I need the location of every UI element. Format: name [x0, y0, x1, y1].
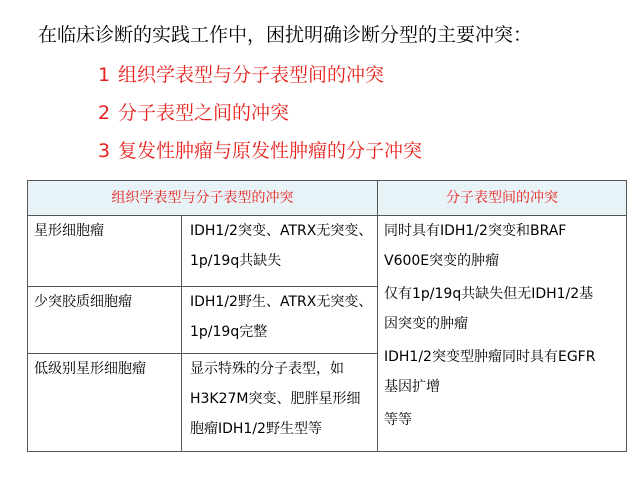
phenotype-line: 1p/19q共缺失 [190, 253, 282, 269]
phenotype-line: H3K27M突变、肥胖星形细 [190, 391, 361, 407]
tumor-type: 低级别星形细胞瘤 [34, 361, 146, 377]
table-row-1-type [28, 216, 182, 286]
molecular-conflict-line: 等等 [384, 412, 412, 428]
molecular-conflict-list [378, 216, 626, 451]
table-row-2-phenotype [182, 287, 378, 353]
molecular-conflict-line: 仅有1p/19q共缺失但无IDH1/2基 [384, 286, 594, 302]
conflict-list [98, 62, 422, 176]
molecular-conflict-line: V600E突变的肿瘤 [384, 253, 500, 269]
phenotype-line: 胞瘤IDH1/2野生型等 [190, 421, 322, 437]
header-histology-vs-molecular: 组织学表型与分子表型的冲突 [28, 181, 378, 215]
conflict-number: 2 [98, 102, 111, 124]
table-row-2-type [28, 287, 182, 353]
table-row-3-type [28, 354, 182, 451]
molecular-conflict-line: IDH1/2突变型肿瘤同时具有EGFR [384, 349, 596, 365]
phenotype-line: 显示特殊的分子表型，如 [190, 361, 344, 377]
table-row-1-phenotype [182, 216, 378, 286]
molecular-conflict-line: 同时具有IDH1/2突变和BRAF [384, 223, 567, 239]
tumor-type: 少突胶质细胞瘤 [34, 294, 132, 310]
conflict-text: 复发性肿瘤与原发性肿瘤的分子冲突 [118, 140, 423, 162]
conflict-table [27, 180, 627, 452]
conflict-text: 分子表型之间的冲突 [118, 102, 290, 124]
phenotype-line: IDH1/2突变、ATRX无突变、 [190, 223, 373, 239]
conflict-item-2 [98, 100, 422, 138]
table-header [28, 181, 626, 216]
conflict-item-3 [98, 138, 422, 176]
conflict-number: 3 [98, 140, 111, 162]
conflict-text: 组织学表型与分子表型间的冲突 [118, 64, 385, 86]
phenotype-line: IDH1/2野生、ATRX无突变、 [190, 294, 373, 310]
conflict-item-1 [98, 62, 422, 100]
header-molecular-vs-molecular: 分子表型间的冲突 [446, 190, 558, 206]
page-heading: 在临床诊断的实践工作中，困扰明确诊断分型的主要冲突： [38, 24, 533, 46]
molecular-conflict-line: 因突变的肿瘤 [384, 316, 468, 332]
conflict-number: 1 [98, 64, 111, 86]
phenotype-line: 1p/19q完整 [190, 324, 268, 340]
table-row-3-phenotype [182, 354, 378, 451]
tumor-type: 星形细胞瘤 [34, 223, 104, 239]
molecular-conflict-line: 基因扩增 [384, 379, 440, 395]
